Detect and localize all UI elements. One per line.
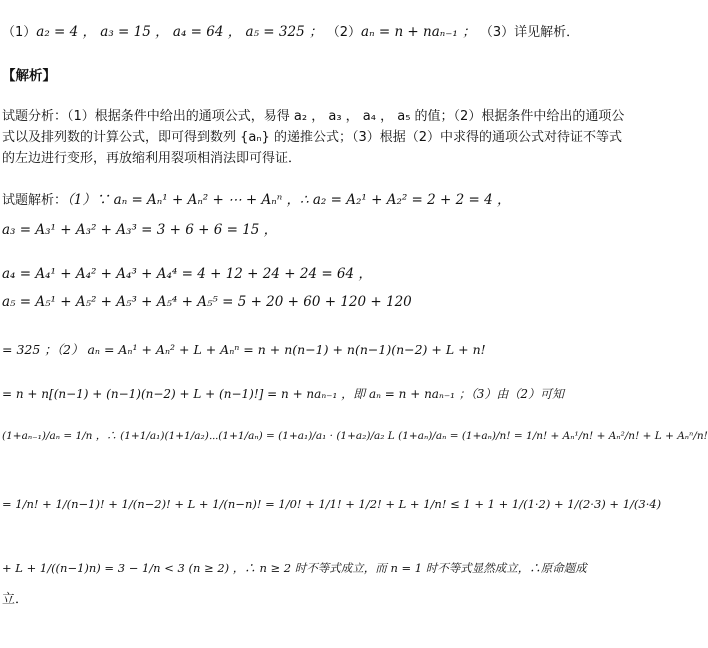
solution-line-1 (2, 190, 628, 211)
analysis-text: （1）根据条件中给出的通项公式，易得 a₂ ， a₃ ， a₄ ， a₅ 的值；（2）根据条件中给出的通项公式以及排列数的计算公式，即可得到数列 {aₙ} 的递推公式；（3）根据（2）中求得的通项公式对待证不等式的左边进行变形，再放缩利用裂项相消法即可得证． (2, 109, 625, 166)
section-heading: 【解析】 (2, 68, 56, 84)
answer-part2-tag: （2） (326, 25, 362, 40)
answer-part1-values: a₂ = 4 ， a₃ = 15 ， a₄ = 64 ， a₅ = 325 ； (36, 24, 323, 40)
solution-line-8: = 1/n! + 1/(n−1)! + 1/(n−2)! + L + 1/(n−n)! = 1/0! + 1/1! + 1/2! + L + 1/n! ≤ 1 + 1 + 1/(1·2) + 1/(2·3) + 1/(3·4) (2, 497, 662, 511)
answer-part2-formula: aₙ = n + naₙ₋₁ ； (361, 24, 476, 40)
solution-line-2: a₃ = A₃¹ + A₃² + A₃³ = 3 + 6 + 6 = 15 ， (2, 222, 278, 238)
solution-line-10: 立． (2, 592, 29, 607)
solution-line-6: = n + n[(n−1) + (n−1)(n−2) + L + (n−1)!] = n + naₙ₋₁ ，即 aₙ = n + naₙ₋₁ ；（3）由（2）可知 (2, 387, 565, 401)
answer-part1-tag: （1） (2, 25, 37, 40)
solution-line-4: a₅ = A₅¹ + A₅² + A₅³ + A₅⁴ + A₅⁵ = 5 + 20 + 60 + 120 + 120 (2, 294, 412, 310)
answer-part3: （3）详见解析． (479, 25, 580, 40)
analysis-paragraph (2, 106, 628, 169)
analysis-label: 试题分析： (2, 109, 68, 124)
answer-line (2, 22, 628, 43)
solution-line-9: + L + 1/((n−1)n) = 3 − 1/n < 3 (n ≥ 2) ，∴ n ≥ 2 时不等式成立，而 n = 1 时不等式显然成立，∴原命题成 (2, 561, 587, 575)
solution-line-7: (1+aₙ₋₁)/aₙ = 1/n ，∴ (1+1/a₁)(1+1/a₂)⋯(1+1/aₙ) = (1+a₁)/a₁ · (1+a₂)/a₂ L (1+aₙ)/aₙ = (1+aₙ)/n! = 1/n! + Aₙ¹/n! + Aₙ²/n! + L + Aₙⁿ/n! (2, 430, 708, 442)
solution-line-5: = 325 ；（2） aₙ = Aₙ¹ + Aₙ² + L + Aₙⁿ = n + n(n−1) + n(n−1)(n−2) + L + n! (2, 342, 486, 357)
solution-line-3: a₄ = A₄¹ + A₄² + A₄³ + A₄⁴ = 4 + 12 + 24 + 24 = 64 ， (2, 266, 372, 282)
solution-label: 试题解析： (2, 193, 68, 208)
solution-formula-1: （1）∵ aₙ = Aₙ¹ + Aₙ² + ⋯ + Aₙⁿ ，∴ a₂ = A₂¹ + A₂² = 2 + 2 = 4 ， (67, 192, 511, 208)
